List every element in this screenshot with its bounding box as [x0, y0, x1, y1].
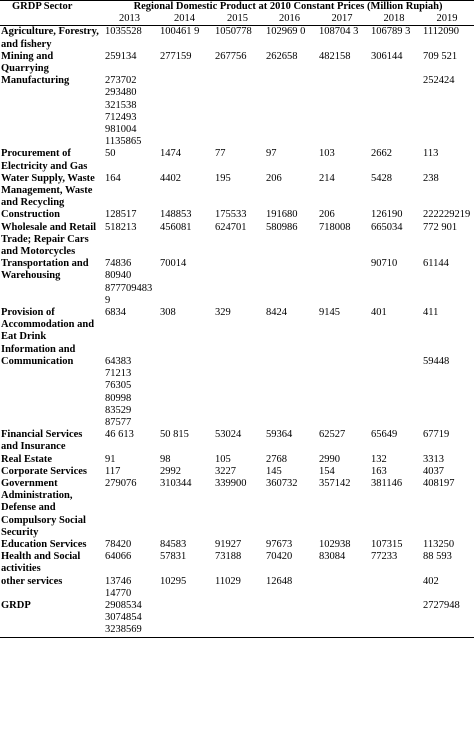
- value-cell-2014: 57831: [160, 551, 187, 563]
- value-cell-2016: 206: [266, 172, 282, 184]
- value-cell-2018: 5428: [371, 172, 392, 184]
- value-cell-2014: 100461 9: [160, 26, 200, 38]
- value-cell-2015: 329: [215, 307, 231, 319]
- value-cell-2018: [368, 600, 420, 637]
- value-cell-2016: 8424: [266, 307, 287, 319]
- value-cell-2015: 77: [215, 148, 226, 160]
- value-cell-2013: 13746 14770: [105, 575, 132, 599]
- value-cell-2017: [316, 600, 368, 637]
- value-group-header: Regional Domestic Product at 2010 Constant Prices (Million Rupiah): [133, 1, 443, 12]
- year-header-2019: 2019: [436, 13, 458, 25]
- sector-name: Wholesale and Retail Trade; Repair Cars and Motorcycles: [1, 221, 97, 258]
- value-cell-2013: 46 613: [105, 429, 134, 441]
- value-cell-2016: 360732: [266, 477, 298, 489]
- value-cell-2014: 50 815: [160, 429, 189, 441]
- value-cell-2014: 98: [160, 453, 171, 465]
- value-cell-2017: 214: [319, 172, 335, 184]
- value-cell-2016: 145: [266, 465, 282, 477]
- value-cell-2015: 73188: [215, 551, 242, 563]
- value-cell-2017: [316, 344, 368, 429]
- sector-name: Financial Services and Insurance: [1, 429, 83, 453]
- value-cell-2019: 88 593: [423, 551, 452, 563]
- value-cell-2015: [212, 600, 263, 637]
- value-cell-2016: 102969 0: [266, 26, 306, 38]
- value-cell-2016: [263, 75, 316, 148]
- value-cell-2018: [368, 576, 420, 600]
- value-cell-2013: 279076: [105, 477, 137, 489]
- table-body: [0, 26, 474, 637]
- value-cell-2013: 2908534 3074854 3238569: [105, 599, 142, 636]
- value-cell-2019: 2727948: [423, 599, 460, 611]
- value-cell-2019: 408197: [423, 477, 455, 489]
- value-cell-2017: 482158: [319, 50, 351, 62]
- value-cell-2013: 128517: [105, 209, 137, 221]
- table-row: [0, 576, 474, 600]
- sector-column-header: GRDP Sector: [12, 1, 73, 12]
- value-cell-2016: 191680: [266, 209, 298, 221]
- value-cell-2018: 107315: [371, 538, 403, 550]
- sector-name: Manufacturing: [1, 75, 70, 87]
- value-cell-2014: 277159: [160, 50, 192, 62]
- value-cell-2015: 624701: [215, 221, 247, 233]
- value-cell-2017: 206: [319, 209, 335, 221]
- table-row: [0, 344, 474, 429]
- value-cell-2019: 222229219: [423, 209, 471, 221]
- value-cell-2016: 12648: [266, 575, 293, 587]
- value-cell-2013: 91: [105, 453, 116, 465]
- sector-name: other services: [1, 575, 63, 587]
- table-row: [0, 209, 474, 221]
- value-cell-2019: 4037: [423, 465, 444, 477]
- sector-name: Transportation and Warehousing: [1, 258, 89, 282]
- value-cell-2014: 456081: [160, 221, 192, 233]
- sector-name: GRDP: [1, 599, 31, 611]
- value-cell-2018: 90710: [371, 258, 398, 270]
- value-cell-2017: 108704 3: [319, 26, 359, 38]
- sector-name: Mining and Quarrying: [1, 50, 54, 75]
- value-cell-2013: 6834: [105, 307, 126, 319]
- sector-name: Water Supply, Waste Management, Waste and Recycling: [1, 172, 95, 209]
- value-cell-2015: 105: [215, 453, 231, 465]
- value-cell-2019: 1112090: [423, 26, 459, 38]
- value-cell-2013: 50: [105, 148, 116, 160]
- value-cell-2018: 2662: [371, 148, 392, 160]
- sector-name: Corporate Services: [1, 465, 88, 477]
- sector-name: Provision of Accommodation and Eat Drink: [1, 307, 95, 343]
- table-row: [0, 454, 474, 466]
- table-row: [0, 539, 474, 551]
- value-cell-2018: [368, 344, 420, 429]
- value-cell-2018: 106789 3: [371, 26, 411, 38]
- value-cell-2019: 709 521: [423, 50, 458, 62]
- value-cell-2015: 11029: [215, 575, 241, 587]
- sector-name: Construction: [1, 209, 60, 221]
- value-cell-2018: 65649: [371, 429, 398, 441]
- value-cell-2016: [263, 600, 316, 637]
- value-cell-2016: [263, 258, 316, 307]
- value-cell-2015: [212, 258, 263, 307]
- value-cell-2018: 665034: [371, 221, 403, 233]
- value-cell-2014: 1474: [160, 148, 181, 160]
- table-row: [0, 466, 474, 478]
- value-cell-2015: 1050778: [215, 26, 252, 38]
- value-cell-2018: 77233: [371, 551, 398, 563]
- value-cell-2016: 97673: [266, 538, 293, 550]
- value-cell-2013: 74836 80940 877709483 9: [105, 258, 153, 306]
- year-header-2013: 2013: [119, 13, 140, 25]
- table-row: [0, 478, 474, 539]
- value-cell-2015: 339900: [215, 477, 247, 489]
- value-cell-2014: 310344: [160, 477, 192, 489]
- value-cell-2016: 59364: [266, 429, 293, 441]
- value-cell-2015: 195: [215, 172, 231, 184]
- value-cell-2015: 3227: [215, 465, 236, 477]
- value-cell-2015: 175533: [215, 209, 247, 221]
- value-cell-2015: [212, 344, 263, 429]
- value-cell-2013: 78420: [105, 538, 132, 550]
- value-cell-2017: 103: [319, 148, 335, 160]
- year-header-2018: 2018: [383, 13, 405, 25]
- value-cell-2014: [157, 600, 212, 637]
- year-header-2017: 2017: [331, 13, 353, 25]
- value-cell-2018: 401: [371, 307, 387, 319]
- value-cell-2013: 64383 71213 76305 80998 83529 87577: [105, 355, 132, 428]
- value-cell-2014: 148853: [160, 209, 192, 221]
- value-cell-2018: 306144: [371, 50, 403, 62]
- table-row: [0, 222, 474, 259]
- year-header-2014: 2014: [174, 13, 195, 25]
- table-row: [0, 26, 474, 51]
- table-row: [0, 258, 474, 307]
- value-cell-2013: 164: [105, 172, 121, 184]
- value-cell-2019: 113250: [423, 538, 455, 550]
- value-cell-2014: [157, 344, 212, 429]
- value-cell-2019: 67719: [423, 429, 450, 441]
- value-cell-2019: 238: [423, 172, 439, 184]
- value-cell-2017: 102938: [319, 538, 351, 550]
- value-cell-2017: 62527: [319, 429, 346, 441]
- value-cell-2017: [316, 75, 368, 148]
- value-cell-2015: 53024: [215, 429, 242, 441]
- table-row: [0, 148, 474, 172]
- value-cell-2019: 402: [423, 575, 439, 587]
- value-cell-2013: 1035528: [105, 26, 142, 38]
- value-cell-2019: 772 901: [423, 221, 458, 233]
- value-cell-2015: [212, 75, 263, 148]
- value-cell-2018: 132: [371, 453, 387, 465]
- table-row: [0, 307, 474, 344]
- year-header-2016: 2016: [279, 13, 300, 25]
- value-cell-2015: 267756: [215, 50, 247, 62]
- table-row: [0, 429, 474, 453]
- value-cell-2018: 126190: [371, 209, 403, 221]
- value-cell-2019: 411: [423, 307, 439, 319]
- value-cell-2016: 2768: [266, 453, 287, 465]
- value-cell-2017: 357142: [319, 477, 351, 489]
- value-cell-2019: 113: [423, 148, 439, 160]
- value-cell-2017: [316, 576, 368, 600]
- sector-name: Health and Social activities: [1, 551, 81, 575]
- value-cell-2015: 91927: [215, 538, 242, 550]
- table-row: [0, 551, 474, 575]
- value-cell-2013: 259134: [105, 50, 137, 62]
- value-cell-2018: [368, 75, 420, 148]
- value-cell-2014: 70014: [160, 258, 187, 270]
- value-cell-2014: 84583: [160, 538, 187, 550]
- value-cell-2014: [157, 75, 212, 148]
- table-header: [0, 1, 474, 26]
- value-cell-2014: 4402: [160, 172, 181, 184]
- value-cell-2019: 59448: [423, 355, 450, 367]
- year-header-2015: 2015: [227, 13, 248, 25]
- table-row: [0, 600, 474, 637]
- value-cell-2013: 273702 293480 321538 712493 981004 1135865: [105, 75, 142, 148]
- value-cell-2018: 163: [371, 465, 387, 477]
- value-cell-2017: 83084: [319, 551, 346, 563]
- value-cell-2017: 9145: [319, 307, 340, 319]
- sector-name: Government Administration, Defense and Compulsory Social Security: [1, 477, 86, 538]
- value-cell-2016: [263, 344, 316, 429]
- table-row: [0, 173, 474, 210]
- value-cell-2014: 10295: [160, 575, 187, 587]
- value-cell-2019: 61144: [423, 258, 449, 270]
- sector-name: Real Estate: [1, 453, 53, 465]
- value-cell-2018: 381146: [371, 477, 403, 489]
- value-cell-2013: 64066: [105, 551, 132, 563]
- value-cell-2019: 252424: [423, 75, 455, 87]
- value-cell-2013: 518213: [105, 221, 137, 233]
- value-cell-2017: 154: [319, 465, 335, 477]
- sector-name: Agriculture, Forestry, and fishery: [1, 26, 99, 50]
- value-cell-2017: 718008: [319, 221, 351, 233]
- value-cell-2016: 580986: [266, 221, 298, 233]
- value-cell-2019: 3313: [423, 453, 444, 465]
- value-cell-2017: [316, 258, 368, 307]
- value-cell-2016: 70420: [266, 551, 293, 563]
- value-cell-2013: 117: [105, 465, 121, 477]
- value-cell-2016: 262658: [266, 50, 298, 62]
- sector-name: Information and Communication: [1, 343, 76, 367]
- table-row: [0, 75, 474, 148]
- sector-name: Procurement of Electricity and Gas: [1, 148, 88, 172]
- value-cell-2017: 2990: [319, 453, 340, 465]
- sector-name: Education Services: [1, 538, 87, 550]
- value-cell-2014: 308: [160, 307, 176, 319]
- value-cell-2016: 97: [266, 148, 277, 160]
- table-row: [0, 51, 474, 75]
- value-cell-2014: 2992: [160, 465, 181, 477]
